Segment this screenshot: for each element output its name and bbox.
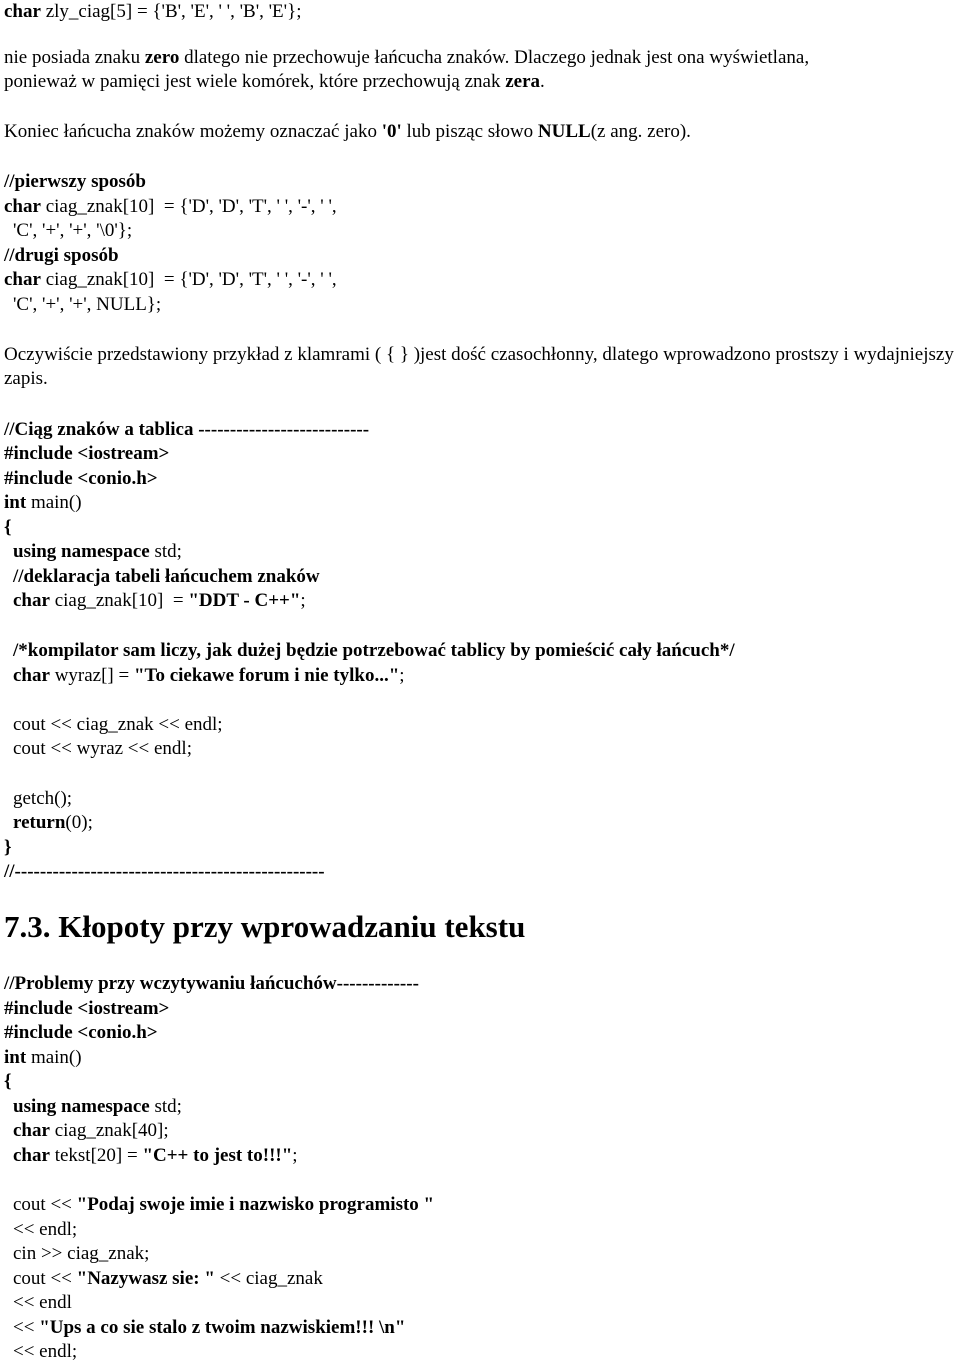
- text-run: std;: [149, 541, 182, 562]
- text-run: main(): [26, 492, 82, 513]
- code-line: [13, 293, 161, 317]
- text-run: std;: [149, 1096, 182, 1117]
- text-run: "Ups a co sie stalo z twoim nazwiskiem!!! \n": [39, 1317, 406, 1338]
- text-run: "To ciekawe forum i nie tylko...": [133, 665, 400, 686]
- text-run: 7.3. Kłopoty przy wprowadzaniu tekstu: [4, 909, 526, 944]
- text-run: cout << wyraz << endl;: [13, 738, 192, 759]
- code-comment: [13, 639, 735, 663]
- text-run: '0': [381, 121, 402, 142]
- text-run: ;: [292, 1145, 298, 1166]
- text-run: ciag_znak[10] = {'D', 'D', 'T', ' ', '-', ' ',: [40, 196, 337, 217]
- code-line: [13, 787, 72, 811]
- text-run: {: [4, 1071, 12, 1092]
- text-run: 'C', '+', '+', NULL};: [13, 294, 162, 315]
- text-run: {: [4, 517, 12, 538]
- text-run: "Nazywasz sie: ": [76, 1268, 215, 1289]
- text-run: wyraz[] =: [49, 665, 134, 686]
- code-line: [13, 1095, 182, 1119]
- code-comment: [4, 170, 146, 194]
- text-run: tekst[20] =: [49, 1145, 143, 1166]
- text-run: <<: [13, 1317, 40, 1338]
- paragraph-line: [4, 70, 545, 94]
- text-run: #include <conio.h>: [4, 468, 158, 489]
- code-comment: [4, 972, 419, 996]
- text-run: char: [4, 1, 41, 22]
- text-run: lub pisząc słowo: [401, 121, 538, 142]
- text-run: "DDT - C++": [188, 590, 301, 611]
- text-run: ;: [300, 590, 306, 611]
- code-line: [13, 1267, 323, 1291]
- text-run: char: [13, 1145, 50, 1166]
- text-run: (0);: [65, 812, 93, 833]
- text-run: #include <iostream>: [4, 443, 170, 464]
- text-run: int: [4, 492, 27, 513]
- code-line: [4, 1070, 12, 1094]
- text-run: char: [13, 590, 50, 611]
- text-run: Koniec łańcucha znaków możemy oznaczać jako: [4, 121, 382, 142]
- text-run: getch();: [13, 788, 73, 809]
- text-run: cin >> ciag_znak;: [13, 1243, 150, 1264]
- code-line: [13, 589, 306, 613]
- text-run: cout <<: [13, 1194, 77, 1215]
- text-run: int: [4, 1047, 27, 1068]
- code-line: [13, 1144, 298, 1168]
- code-line: [4, 1021, 158, 1045]
- code-line: [4, 0, 301, 24]
- code-line: [13, 811, 93, 835]
- text-run: zly_ciag[5] = {'B', 'E', ' ', 'B', 'E'};: [40, 1, 302, 22]
- text-run: #include <iostream>: [4, 998, 170, 1019]
- text-run: char: [13, 665, 50, 686]
- text-run: (z ang. zero).: [590, 121, 691, 142]
- text-run: //Problemy przy wczytywaniu łańcuchów-------------: [4, 973, 419, 994]
- paragraph-line: [4, 46, 809, 70]
- text-run: //drugi sposób: [4, 245, 119, 266]
- text-run: main(): [26, 1047, 82, 1068]
- text-run: << endl;: [13, 1219, 78, 1240]
- code-comment: [4, 418, 369, 442]
- section-heading: [4, 909, 525, 945]
- code-line: [13, 219, 132, 243]
- code-line: [13, 1291, 72, 1315]
- paragraph-line: [4, 120, 691, 144]
- code-line: [13, 540, 182, 564]
- text-run: /*kompilator sam liczy, jak dużej będzie potrzebować tablicy by pomieścić cały łańcuch*/: [13, 640, 735, 661]
- code-line: [4, 467, 158, 491]
- text-run: //pierwszy sposób: [4, 171, 146, 192]
- text-run: using namespace: [13, 541, 150, 562]
- text-run: char: [4, 196, 41, 217]
- text-run: char: [4, 269, 41, 290]
- text-run: "Podaj swoje imie i nazwisko programisto ": [76, 1194, 435, 1215]
- text-run: Oczywiście przedstawiony przykład z klamrami ( { } )jest dość czasochłonny, dlatego wprowadzono prostszy i wydajniejszy zapis.: [4, 344, 954, 389]
- text-run: ciag_znak[10] = {'D', 'D', 'T', ' ', '-', ' ',: [40, 269, 337, 290]
- code-comment: [4, 860, 325, 884]
- code-line: [13, 737, 192, 761]
- text-run: char: [13, 1120, 50, 1141]
- code-line: [13, 1218, 77, 1242]
- text-run: ciag_znak[40];: [49, 1120, 169, 1141]
- code-line: [13, 1193, 434, 1217]
- text-run: NULL: [537, 121, 591, 142]
- code-line: [4, 195, 337, 219]
- text-run: return: [13, 812, 66, 833]
- code-line: [13, 1340, 77, 1364]
- text-run: //-------------------------------------------------: [4, 861, 325, 882]
- code-line: [4, 836, 12, 860]
- text-run: #include <conio.h>: [4, 1022, 158, 1043]
- code-line: [13, 1242, 149, 1266]
- text-run: 'C', '+', '+', '\0'};: [13, 220, 133, 241]
- code-comment: [13, 565, 320, 589]
- text-run: //Ciąg znaków a tablica ---------------------------: [4, 419, 370, 440]
- text-run: << endl;: [13, 1341, 78, 1362]
- paragraph: [4, 343, 956, 391]
- code-comment: [4, 244, 119, 268]
- text-run: dlatego nie przechowuje łańcucha znaków. Dlaczego jednak jest ona wyświetlana,: [179, 47, 810, 68]
- text-run: .: [540, 71, 545, 92]
- code-line: [4, 1046, 82, 1070]
- text-run: ponieważ w pamięci jest wiele komórek, które przechowują znak: [4, 71, 506, 92]
- text-run: << endl: [13, 1292, 72, 1313]
- text-run: ;: [399, 665, 405, 686]
- text-run: cout << ciag_znak << endl;: [13, 714, 223, 735]
- text-run: "C++ to jest to!!!": [142, 1145, 293, 1166]
- text-run: nie posiada znaku: [4, 47, 145, 68]
- code-line: [4, 268, 337, 292]
- code-line: [4, 491, 82, 515]
- code-line: [4, 516, 12, 540]
- text-run: using namespace: [13, 1096, 150, 1117]
- text-run: cout <<: [13, 1268, 77, 1289]
- text-run: }: [4, 837, 12, 858]
- text-run: zera: [505, 71, 541, 92]
- text-run: ciag_znak[10] =: [49, 590, 189, 611]
- code-line: [4, 997, 169, 1021]
- code-line: [13, 713, 223, 737]
- text-run: zero: [144, 47, 180, 68]
- code-line: [13, 1119, 169, 1143]
- code-line: [13, 1316, 405, 1340]
- text-run: //deklaracja tabeli łańcuchem znaków: [13, 566, 320, 587]
- text-run: << ciag_znak: [214, 1268, 323, 1289]
- code-line: [13, 664, 405, 688]
- code-line: [4, 442, 169, 466]
